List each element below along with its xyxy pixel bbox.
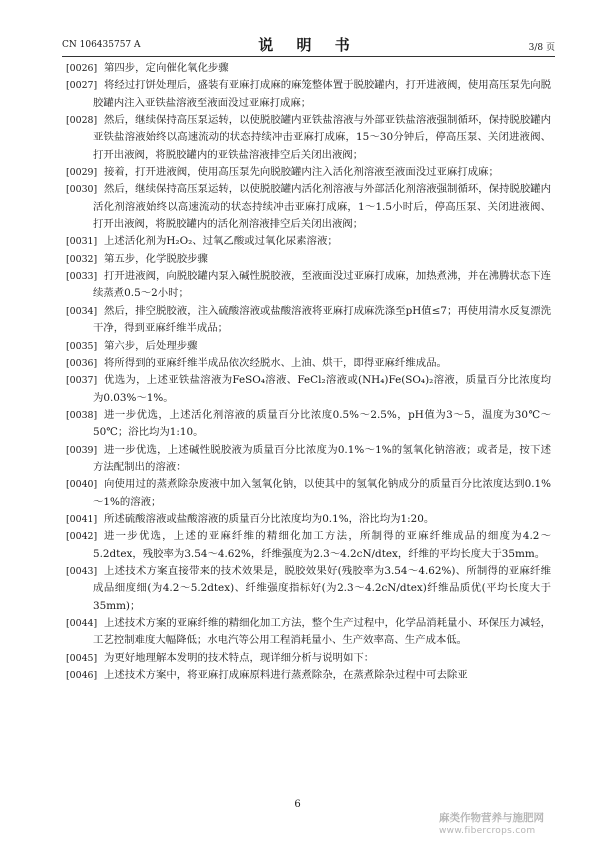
paragraph-number: [0039] [66, 444, 98, 456]
paragraph-number: [0026] [66, 63, 98, 74]
paragraph-text: 进一步优选，上述碱性脱胶液为质量百分比浓度为0.1%～1%的氢氧化钠溶液；或者是，按下述方法配制出的溶液： [93, 443, 551, 473]
paragraph-text: 上述技术方案直接带来的技术效果是，脱胶效果好(残胶率为3.54～4.62%)、所制得的亚麻纤维成品细度细(为4.2～5.2dtex)、纤维强度指标好(为2.3～4.2cN/dtex)纤维品质优(平均长度大于35mm)； [93, 564, 551, 612]
paragraph-text: 将经过打饼处理后，盛装有亚麻打成麻的麻笼整体置于脱胶罐内，打开进液阀，使用高压泵先向脱胶罐内注入亚铁盐溶液至液面没过亚麻打成麻； [93, 79, 551, 109]
paragraph [62, 563, 551, 615]
paragraph-number: [0037] [66, 375, 98, 387]
paragraph-text: 为更好地理解本发明的技术特点，现详细分析与说明如下： [104, 651, 375, 664]
paragraph [62, 511, 551, 528]
paragraph-text: 上述活化剂为H₂O₂、过氧乙酸或过氧化尿素溶液； [104, 235, 338, 248]
paragraph-text: 优选为，上述亚铁盐溶液为FeSO₄溶液、FeCl₂溶液或(NH₄)Fe(SO₄)₂溶液，质量百分比浓度均为0.03%～1%。 [93, 374, 551, 404]
paragraph [62, 442, 551, 477]
paragraph-text: 进一步优选，上述的亚麻纤维的精细化加工方法，所制得的亚麻纤维成品的细度为4.2～5.2dtex，残胶率为3.54～4.62%，纤维强度为2.3～4.2cN/dtex，纤维的平均长度大于35mm。 [93, 530, 551, 560]
paragraph-number: [0036] [66, 357, 98, 369]
paragraph [62, 650, 551, 667]
paragraph [62, 164, 551, 181]
page-header [62, 32, 555, 58]
paragraph-text: 然后，继续保持高压泵运转，以使脱胶罐内活化剂溶液与外部活化剂溶液强制循环，保持脱胶罐内活化剂溶液始终以高速流动的状态持续冲击亚麻打成麻，1～1.5小时后，停高压泵、关闭进液阀、打开出液阀，将脱胶罐内的活化剂溶液排空后关闭出液阀； [93, 183, 551, 231]
paragraph [62, 407, 551, 442]
page-number: 6 [294, 799, 301, 810]
paragraph-text: 上述技术方案中，将亚麻打成麻原料进行蒸煮除杂，在蒸煮除杂过程中可去除亚 [104, 669, 468, 682]
paragraph-number: [0028] [66, 115, 98, 127]
paragraph [62, 615, 551, 650]
paragraph-number: [0046] [66, 670, 98, 682]
paragraph-text: 接着，打开进液阀，使用高压泵先向脱胶罐内注入活化剂溶液至液面没过亚麻打成麻； [104, 166, 499, 179]
paragraph-number: [0042] [66, 531, 98, 543]
patent-number: CN 106435757 A [62, 40, 141, 50]
paragraph [62, 528, 551, 563]
document-body [62, 60, 551, 684]
paragraph-number: [0043] [66, 565, 98, 577]
paragraph-number: [0031] [66, 236, 98, 248]
paragraph [62, 268, 551, 303]
paragraph [62, 233, 551, 250]
paragraph-number: [0044] [66, 618, 98, 629]
watermark-url: www.fibercrops.com [439, 826, 536, 836]
paragraph-number: [0032] [66, 253, 98, 265]
paragraph-number: [0033] [66, 271, 98, 283]
paragraph-text: 打开进液阀，向脱胶罐内泵入碱性脱胶液，至液面没过亚麻打成麻，加热煮沸，并在沸腾状态下连续蒸煮0.5～2小时； [93, 270, 551, 300]
paragraph-number: [0038] [66, 409, 98, 421]
paragraph [62, 303, 551, 338]
paragraph-number: [0040] [66, 479, 98, 491]
watermark-site-name: 麻类作物营养与施肥网 [439, 812, 544, 824]
paragraph-text: 将所得到的亚麻纤维半成品依次经脱水、上油、烘干，即得亚麻纤维成品。 [104, 356, 447, 369]
paragraph-text: 进一步优选，上述活化剂溶液的质量百分比浓度0.5%～2.5%，pH值为3～5，温度为30℃～50℃；浴比均为1:10。 [93, 408, 551, 439]
paragraph-number: [0035] [66, 340, 98, 352]
paragraph-text: 上述技术方案的亚麻纤维的精细化加工方法，整个生产过程中，化学品消耗量小、环保压力减轻，工艺控制难度大幅降低；水电汽等公用工程消耗量小、生产效率高、生产成本低。 [93, 617, 551, 647]
paragraph [62, 77, 551, 112]
document-title: 说 明 书 [258, 36, 359, 54]
page-indicator: 3/8 页 [528, 43, 555, 53]
paragraph-text: 向使用过的蒸煮除杂废液中加入氢氧化钠，以使其中的氢氧化钠成分的质量百分比浓度达到0.1%～1%的溶液； [93, 478, 551, 508]
paragraph-text: 第六步，后处理步骤 [104, 339, 198, 352]
paragraph-text: 然后，继续保持高压泵运转，以使脱胶罐内亚铁盐溶液与外部亚铁盐溶液强制循环，保持脱胶罐内亚铁盐溶液始终以高速流动的状态持续冲击亚麻打成麻，15～30分钟后，停高压泵、关闭进液阀、打开出液阀，将脱胶罐内的亚铁盐溶液排空后关闭出液阀； [93, 114, 551, 161]
paragraph-text: 然后，排空脱胶液，注入硫酸溶液或盐酸溶液将亚麻打成麻洗涤至pH值≤7；再使用清水反复漂洗干净，得到亚麻纤维半成品； [93, 304, 551, 335]
paragraph [62, 112, 551, 164]
paragraph-text: 所述硫酸溶液或盐酸溶液的质量百分比浓度均为0.1%，浴比均为1:20。 [104, 512, 435, 525]
paragraph [62, 338, 551, 355]
paragraph [62, 181, 551, 233]
paragraph [62, 667, 551, 684]
paragraph-number: [0029] [66, 167, 98, 179]
paragraph-number: [0034] [66, 305, 98, 317]
paragraph [62, 60, 551, 77]
paragraph-number: [0030] [66, 184, 98, 196]
header-rule [62, 56, 555, 57]
paragraph [62, 476, 551, 511]
paragraph [62, 372, 551, 407]
paragraph [62, 355, 551, 372]
paragraph [62, 251, 551, 268]
paragraph-number: [0045] [66, 652, 98, 664]
paragraph-text: 第四步，定向催化氧化步骤 [104, 62, 229, 74]
site-watermark [439, 811, 589, 837]
paragraph-text: 第五步，化学脱胶步骤 [104, 252, 208, 265]
paragraph-number: [0041] [66, 513, 98, 525]
paragraph-number: [0027] [66, 80, 98, 92]
